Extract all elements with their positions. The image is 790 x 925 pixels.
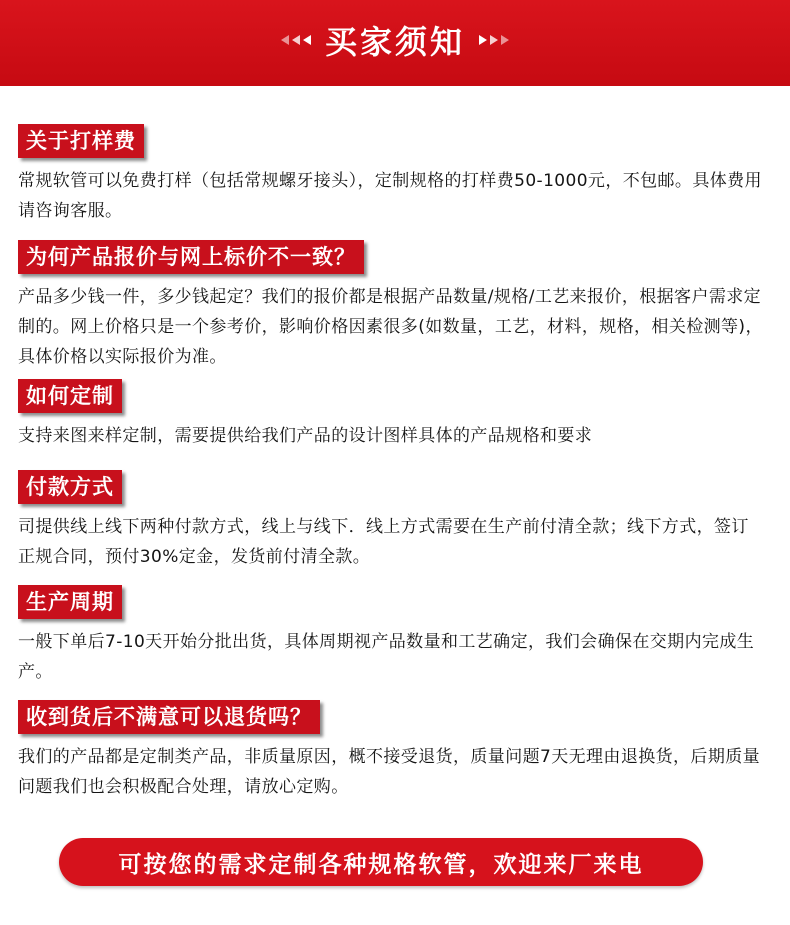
left-arrows-icon [281, 35, 311, 45]
header-inner [281, 17, 509, 63]
section-tag: 付款方式 [18, 470, 122, 504]
section-payment [18, 470, 778, 572]
section-customization [18, 379, 778, 451]
section-text: 司提供线上线下两种付款方式，线上与线下．线上方式需要在生产前付清全款；线下方式，签订正规合同，预付30%定金，发货前付清全款。 [18, 517, 749, 567]
section-sample-fee [18, 124, 778, 226]
section-tag: 收到货后不满意可以退货吗？ [18, 700, 320, 734]
footer-banner: 可按您的需求定制各种规格软管，欢迎来厂来电 [59, 838, 703, 886]
section-text: 我们的产品都是定制类产品，非质量原因，概不接受退货，质量问题7天无理由退换货，后期质量问题我们也会积极配合处理，请放心定购。 [18, 747, 761, 797]
section-tag: 关于打样费 [18, 124, 144, 158]
section-text: 产品多少钱一件，多少钱起定？我们的报价都是根据产品数量/规格/工艺来报价，根据客户需求定制的。网上价格只是一个参考价，影响价格因素很多(如数量，工艺，材料，规格，相关检测等)，具体价格以实际报价为准。 [18, 287, 763, 367]
section-text: 常规软管可以免费打样（包括常规螺牙接头），定制规格的打样费50-1000元，不包邮。具体费用请咨询客服。 [18, 171, 762, 221]
page-title: 买家须知 [324, 23, 465, 61]
section-price-difference [18, 240, 778, 372]
section-text: 支持来图来样定制，需要提供给我们产品的设计图样具体的产品规格和要求 [18, 426, 593, 446]
right-arrows-icon [479, 35, 509, 45]
section-tag: 生产周期 [18, 585, 122, 619]
section-returns [18, 700, 778, 802]
header-banner [0, 0, 790, 86]
section-tag: 如何定制 [18, 379, 122, 413]
section-production-cycle [18, 585, 778, 687]
section-tag: 为何产品报价与网上标价不一致？ [18, 240, 364, 274]
section-text: 一般下单后7-10天开始分批出货，具体周期视产品数量和工艺确定，我们会确保在交期内完成生产。 [18, 632, 755, 682]
